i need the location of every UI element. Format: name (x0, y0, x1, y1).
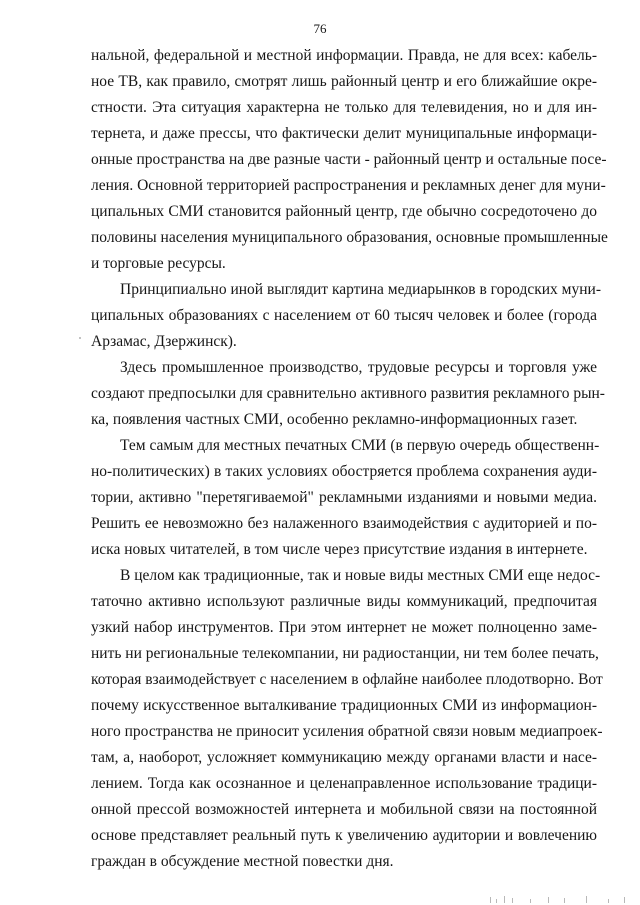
text-line: лением. Тогда как осознанное и целенаправленное использование традици- (91, 775, 597, 792)
text-line: узкий набор инструментов. При этом интернет не может полноценно заме- (91, 619, 597, 636)
text-line: там, а, наоборот, усложняет коммуникацию между органами власти и насе- (91, 749, 597, 766)
text-line: Арзамас, Дзержинск). (91, 333, 237, 350)
text-line: Тем самым для местных печатных СМИ (в первую очередь общественн- (120, 437, 600, 454)
text-line: половины населения муниципального образования, основные промышленные (91, 229, 608, 246)
text-line: Решить ее невозможно без налаженного взаимодействия с аудиторией и по- (91, 515, 597, 532)
text-line: ципальных образованиях с населением от 60 тысяч человек и более (города (91, 307, 597, 324)
text-line: но-политических) в таких условиях обостряется проблема сохранения ауди- (91, 463, 597, 480)
text-line: нить ни региональные телекомпании, ни радиостанции, ни тем более печать, (91, 645, 599, 662)
text-line: которая взаимодействует с населением в офлайне наиболее плодотворно. Вот (91, 671, 603, 688)
text-line: Здесь промышленное производство, трудовые ресурсы и торговля уже (120, 359, 597, 376)
text-line: стности. Эта ситуация характерна не только для телевидения, но и для ин- (91, 99, 597, 116)
text-line: ное ТВ, как правило, смотрят лишь районный центр и его ближайшие окре- (91, 73, 597, 90)
text-line: тернета, и даже прессы, что фактически делит муниципальные информаци- (91, 125, 597, 142)
scan-edge-artifact (490, 893, 640, 903)
text-line: онные пространства на две разные части - районный центр и остальные посе- (91, 151, 607, 168)
text-line: онной прессой возможностей интернета и мобильной связи на постоянной (91, 801, 597, 818)
text-line: ка, появления частных СМИ, особенно рекламно-информационных газет. (91, 411, 578, 428)
text-line: и торговые ресурсы. (91, 255, 226, 272)
text-line: граждан в обсуждение местной повестки дня. (91, 853, 394, 870)
text-line: основе представляет реальный путь к увеличению аудитории и вовлечению (91, 827, 597, 844)
text-line: ления. Основной территорией распространения и рекламных денег для муни- (91, 177, 606, 194)
text-line: Принципиально иной выглядит картина медиарынков в городских муни- (120, 281, 601, 298)
scan-artifact (79, 337, 81, 339)
text-line: почему искусственное выталкивание традиционных СМИ из информацион- (91, 697, 597, 714)
text-line: создают предпосылки для сравнительно активного развития рекламного рын- (91, 385, 605, 402)
page-number: 76 (313, 21, 327, 36)
text-line: иска новых читателей, в том числе через присутствие издания в интернете. (91, 541, 588, 558)
text-line: В целом как традиционные, так и новые виды местных СМИ еще недос- (120, 567, 601, 584)
text-line: ного пространства не приносит усиления обратной связи новым медиапроек- (91, 723, 603, 740)
text-line: таточно активно используют различные виды коммуникаций, предпочитая (91, 593, 597, 610)
text-line: ципальных СМИ становится районный центр, где обычно сосредоточено до (91, 203, 597, 220)
text-line: нальной, федеральной и местной информации. Правда, не для всех: кабель- (91, 47, 597, 64)
text-line: тории, активно "перетягиваемой" рекламными изданиями и новыми медиа. (91, 489, 597, 506)
